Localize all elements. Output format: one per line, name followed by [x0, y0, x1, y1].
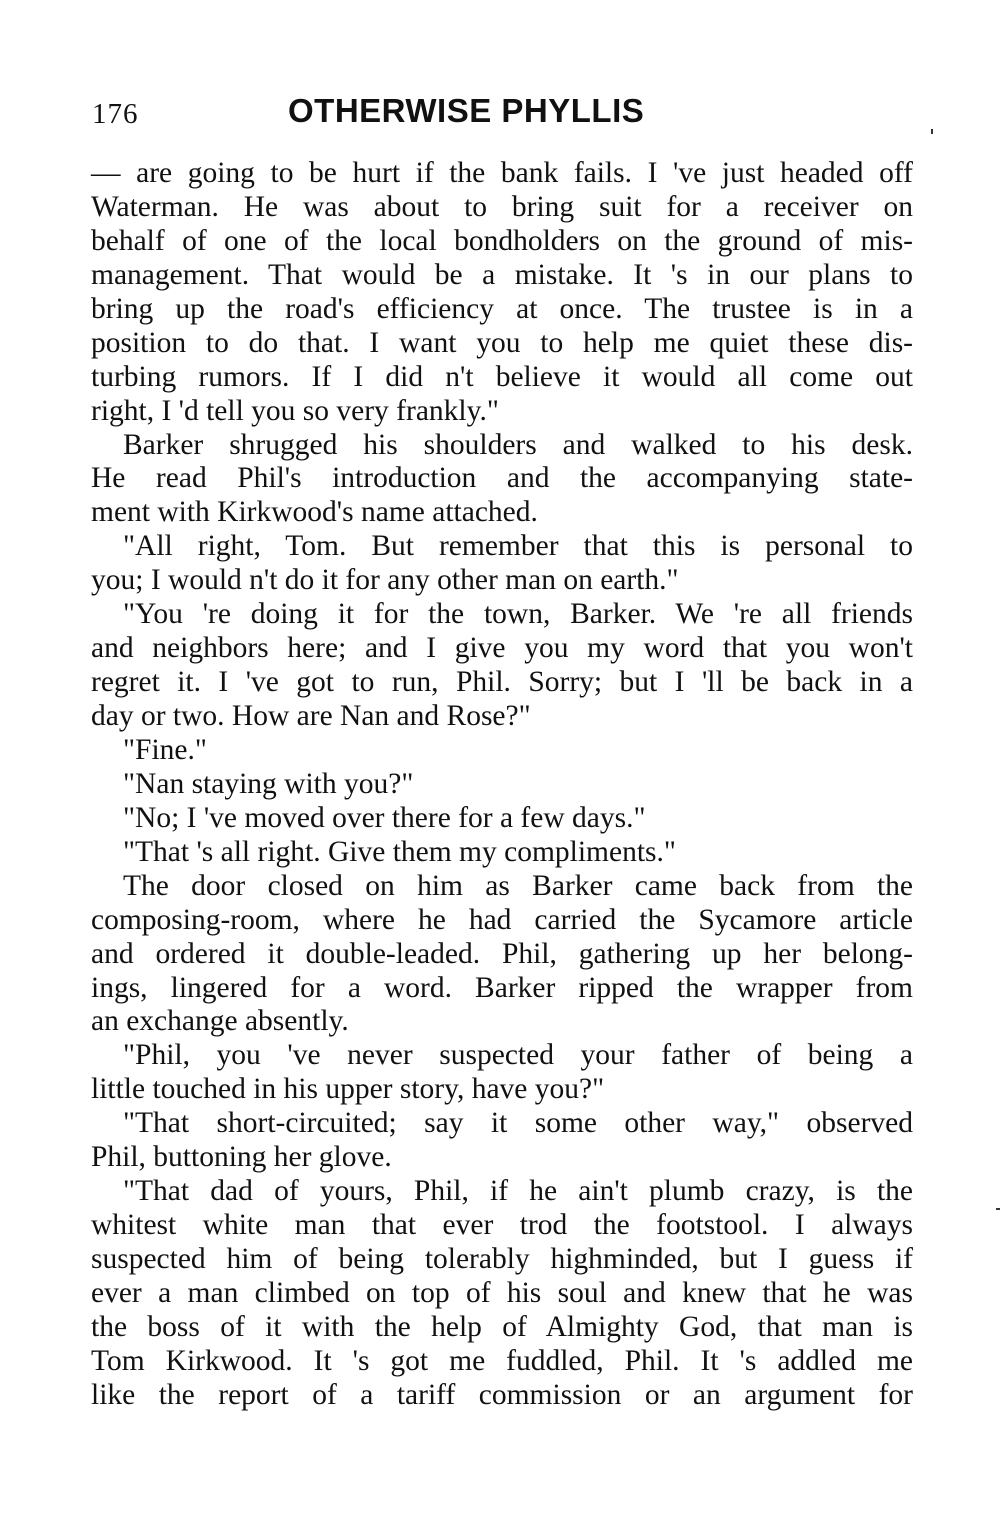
- text-line: Barker shrugged his shoulders and walked to his desk.: [123, 428, 913, 461]
- text-line: "Fine.": [123, 733, 207, 766]
- running-title: OTHERWISE PHYLLIS: [288, 92, 645, 129]
- text-line: little touched in his upper story, have you?": [91, 1073, 605, 1106]
- body-text: [91, 157, 913, 1413]
- text-line: position to do that. I want you to help me quiet these dis-: [91, 326, 913, 359]
- text-line: an exchange absently.: [91, 1005, 349, 1038]
- scan-speck: [931, 129, 933, 134]
- text-line: bring up the road's efficiency at once. The trustee is in a: [91, 292, 913, 325]
- text-line: like the report of a tariff commission or an argument for: [91, 1378, 913, 1411]
- text-line: "That 's all right. Give them my compliments.": [123, 835, 676, 868]
- text-line: The door closed on him as Barker came back from the: [123, 869, 913, 902]
- text-line: right, I 'd tell you so very frankly.": [91, 394, 499, 427]
- text-line: — are going to be hurt if the bank fails. I 've just headed off: [91, 157, 913, 189]
- text-line: behalf of one of the local bondholders on the ground of mis-: [91, 224, 913, 257]
- text-line: turbing rumors. If I did n't believe it would all come out: [91, 360, 913, 393]
- text-line: Waterman. He was about to bring suit for a receiver on: [91, 190, 913, 223]
- text-line: you; I would n't do it for any other man on earth.": [91, 564, 679, 597]
- text-line: the boss of it with the help of Almighty God, that man is: [91, 1310, 913, 1343]
- text-line: whitest white man that ever trod the footstool. I always: [91, 1209, 913, 1242]
- text-line: "That dad of yours, Phil, if he ain't plumb crazy, is the: [123, 1175, 913, 1208]
- text-line: ment with Kirkwood's name attached.: [91, 496, 538, 529]
- text-line: ings, lingered for a word. Barker ripped the wrapper from: [91, 971, 913, 1004]
- text-line: composing-room, where he had carried the Sycamore article: [91, 903, 913, 936]
- text-line: "Phil, you 've never suspected your father of being a: [123, 1039, 913, 1072]
- text-line: "No; I 've moved over there for a few days.": [123, 801, 646, 834]
- text-line: regret it. I 've got to run, Phil. Sorry; but I 'll be back in a: [91, 666, 913, 699]
- text-line: and ordered it double-leaded. Phil, gathering up her belong-: [91, 937, 913, 970]
- text-line: ever a man climbed on top of his soul and knew that he was: [91, 1276, 913, 1309]
- text-line: "That short-circuited; say it some other way," observed: [123, 1107, 913, 1140]
- page-number: 176: [92, 98, 139, 130]
- text-line: "Nan staying with you?": [123, 767, 414, 800]
- text-line: management. That would be a mistake. It 's in our plans to: [91, 258, 913, 291]
- text-line: suspected him of being tolerably highminded, but I guess if: [91, 1243, 913, 1275]
- text-line: and neighbors here; and I give you my word that you won't: [91, 632, 913, 665]
- text-line: Phil, buttoning her glove.: [91, 1141, 392, 1174]
- text-line: day or two. How are Nan and Rose?": [91, 700, 531, 732]
- scan-speck: [996, 1208, 1000, 1210]
- page-header: [92, 92, 922, 136]
- text-line: "All right, Tom. But remember that this is personal to: [123, 530, 913, 563]
- text-line: "You 're doing it for the town, Barker. We 're all friends: [123, 598, 913, 631]
- text-line: He read Phil's introduction and the accompanying state-: [91, 462, 913, 495]
- text-line: Tom Kirkwood. It 's got me fuddled, Phil. It 's addled me: [91, 1344, 913, 1377]
